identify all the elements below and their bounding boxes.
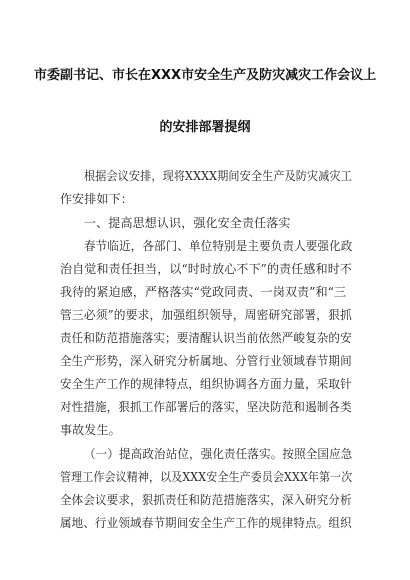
paragraph-line: 全体会议要求，狠抓责任和防范措施落实，深入研究分析 xyxy=(60,493,352,507)
paragraph-line: 事故发生。 xyxy=(60,423,121,437)
paragraph-line: 安全生产工作的规律特点，组织协调各方面力量，采取针 xyxy=(60,377,352,391)
paragraph-line: 责任和防范措施落实；要清醒认识当前依然严峻复杂的安 xyxy=(60,331,352,345)
paragraph-line: 全生产形势，深入研究分析属地、分管行业领域春节期间 xyxy=(60,354,352,368)
paragraph-line: 春节临近，各部门、单位特别是主要负责人要强化政 xyxy=(84,239,353,253)
subsection-line: （一）提高政治站位，强化责任落实。按照全国应急 xyxy=(84,447,353,461)
paragraph-line: 管三必须”的要求，加强组织领导，周密研究部署，狠抓 xyxy=(60,308,352,322)
paragraph-line: 治自觉和责任担当，以“时时放心不下”的责任感和时不 xyxy=(60,262,353,276)
document-title-line-1: 市委副书记、市长在XXX市安全生产及防灾减灾工作会议上 xyxy=(34,68,377,83)
paragraph-line: 属地、行业领域春节期间安全生产工作的规律特点。组织 xyxy=(60,516,352,530)
paragraph-line: 根据会议安排，现将XXXX期间安全生产及防灾减灾工 xyxy=(84,169,352,183)
paragraph-line: 对性措施，狠抓工作部署后的落实，坚决防范和遏制各类 xyxy=(60,400,352,414)
paragraph-line: 我待的紧迫感，严格落实“党政同责、一岗双责”和“三 xyxy=(60,285,347,299)
paragraph-line: 作安排如下： xyxy=(60,192,133,206)
document-title-line-2: 的安排部署提纲 xyxy=(159,120,251,135)
paragraph-line: 管理工作会议精神，以及XXX安全生产委员会XXX年第一次 xyxy=(60,470,353,484)
section-heading: 一、提高思想认识，强化安全责任落实 xyxy=(84,216,291,230)
